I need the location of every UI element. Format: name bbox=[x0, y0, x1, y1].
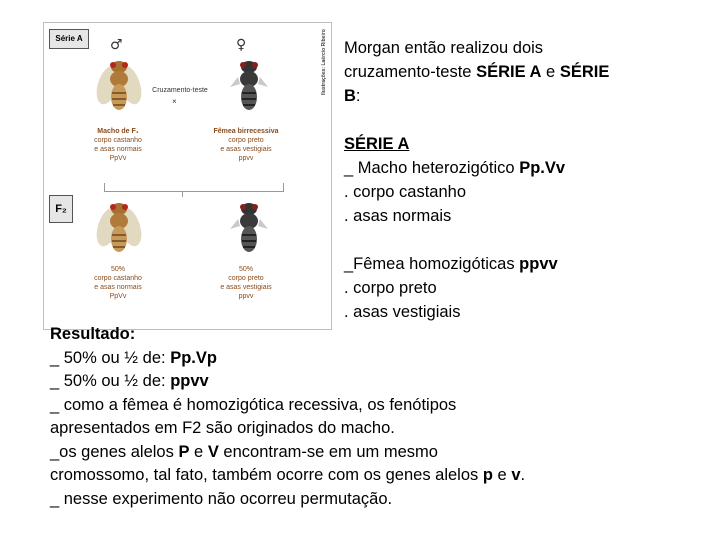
caption-line: corpo preto bbox=[228, 137, 264, 144]
result-line-7: _ nesse experimento não ocorreu permutação. bbox=[50, 489, 393, 508]
caption-genotype: ppvv bbox=[238, 155, 254, 162]
intro-serie: SÉRIE bbox=[559, 63, 610, 81]
intro-text: e bbox=[541, 63, 560, 81]
top-right-caption bbox=[196, 127, 296, 163]
male-genotype: Pp.Vv bbox=[519, 159, 566, 177]
female-trait-1: . corpo preto bbox=[344, 279, 437, 297]
male-label: _ Macho heterozigótico bbox=[344, 159, 520, 177]
result-line-4: apresentados em F2 são originados do macho. bbox=[50, 419, 395, 437]
allele-v: V bbox=[207, 442, 219, 461]
result-text: _ 50% ou ½ de: bbox=[50, 372, 171, 390]
intro-text: cruzamento-teste bbox=[344, 63, 477, 81]
result-line-2 bbox=[50, 370, 690, 394]
male-trait-1: . corpo castanho bbox=[344, 183, 466, 201]
female-genotype: ppvv bbox=[519, 255, 558, 273]
male-description bbox=[344, 156, 565, 180]
result-text: e bbox=[189, 442, 208, 461]
caption-genotype: PpVv bbox=[109, 155, 127, 162]
fly-black-vestigial-wings-icon bbox=[224, 55, 274, 117]
result-text: _os genes alelos bbox=[50, 442, 179, 461]
caption-line: e asas vestigiais bbox=[220, 146, 272, 153]
illustration-credit: Ilustrações: Laércio Ribeiro bbox=[321, 29, 327, 95]
caption-percent: 50% bbox=[110, 266, 125, 273]
fly-black-vestigial-wings-icon bbox=[224, 197, 274, 259]
result-text: _ 50% ou ½ de: bbox=[50, 348, 171, 367]
fly-brown-normal-wings-icon bbox=[94, 197, 144, 259]
result-text: encontram-se em um mesmo bbox=[218, 442, 438, 461]
result-section bbox=[50, 323, 690, 511]
genetics-figure bbox=[43, 22, 332, 330]
female-trait-2: . asas vestigiais bbox=[344, 303, 461, 321]
caption-line: corpo castanho bbox=[94, 275, 142, 282]
female-symbol-icon: ♀ bbox=[236, 37, 247, 53]
female-label: _Fêmea homozigóticas bbox=[344, 255, 520, 273]
caption-line: e asas normais bbox=[94, 146, 142, 153]
f2-tag: F₂ bbox=[49, 195, 73, 223]
female-description bbox=[344, 252, 558, 276]
result-text: e bbox=[492, 466, 512, 484]
allele-p: P bbox=[178, 442, 190, 461]
caption-line: corpo preto bbox=[228, 275, 264, 282]
top-left-caption bbox=[68, 127, 168, 163]
male-symbol-icon: ♂ bbox=[110, 37, 123, 53]
allele-p-lower: p bbox=[482, 466, 493, 484]
bottom-left-caption bbox=[68, 265, 168, 301]
cross-symbol: × bbox=[172, 97, 177, 106]
caption-line: corpo castanho bbox=[94, 137, 142, 144]
result-heading: Resultado: bbox=[50, 325, 136, 343]
result-line-6 bbox=[50, 464, 690, 488]
bracket-line bbox=[104, 183, 284, 192]
result-text: cromossomo, tal fato, também ocorre com os genes alelos bbox=[50, 466, 483, 484]
bracket-tick bbox=[182, 191, 183, 197]
intro-line-3 bbox=[344, 84, 361, 108]
caption-percent: 50% bbox=[238, 266, 253, 273]
serie-a-tag: Série A bbox=[49, 29, 89, 49]
intro-text: : bbox=[355, 87, 361, 105]
intro-line-2 bbox=[344, 60, 609, 84]
result-line-1 bbox=[50, 347, 690, 371]
cross-label: Cruzamento-teste bbox=[152, 87, 208, 94]
caption-title: Fêmea birrecessiva bbox=[213, 128, 279, 135]
result-text: . bbox=[520, 466, 526, 484]
fly-brown-normal-wings-icon bbox=[94, 55, 144, 117]
intro-serie-a: SÉRIE A bbox=[476, 63, 542, 81]
serie-a-heading: SÉRIE A bbox=[344, 135, 410, 153]
caption-genotype: ppvv bbox=[238, 293, 254, 300]
result-genotype: ppvv bbox=[170, 372, 209, 390]
intro-serie-b: B bbox=[344, 87, 356, 105]
intro-line-1: Morgan então realizou dois bbox=[344, 39, 544, 57]
result-line-5 bbox=[50, 441, 690, 465]
male-trait-2: . asas normais bbox=[344, 207, 452, 225]
caption-genotype: PpVv bbox=[109, 293, 127, 300]
result-genotype: Pp.Vp bbox=[170, 348, 217, 367]
caption-line: e asas normais bbox=[94, 284, 142, 291]
result-line-3: _ como a fêmea é homozigótica recessiva, os fenótipos bbox=[50, 395, 457, 414]
bottom-right-caption bbox=[196, 265, 296, 301]
caption-title: Macho de F₁ bbox=[97, 128, 139, 135]
allele-v-lower: v bbox=[511, 466, 521, 484]
caption-line: e asas vestigiais bbox=[220, 284, 272, 291]
